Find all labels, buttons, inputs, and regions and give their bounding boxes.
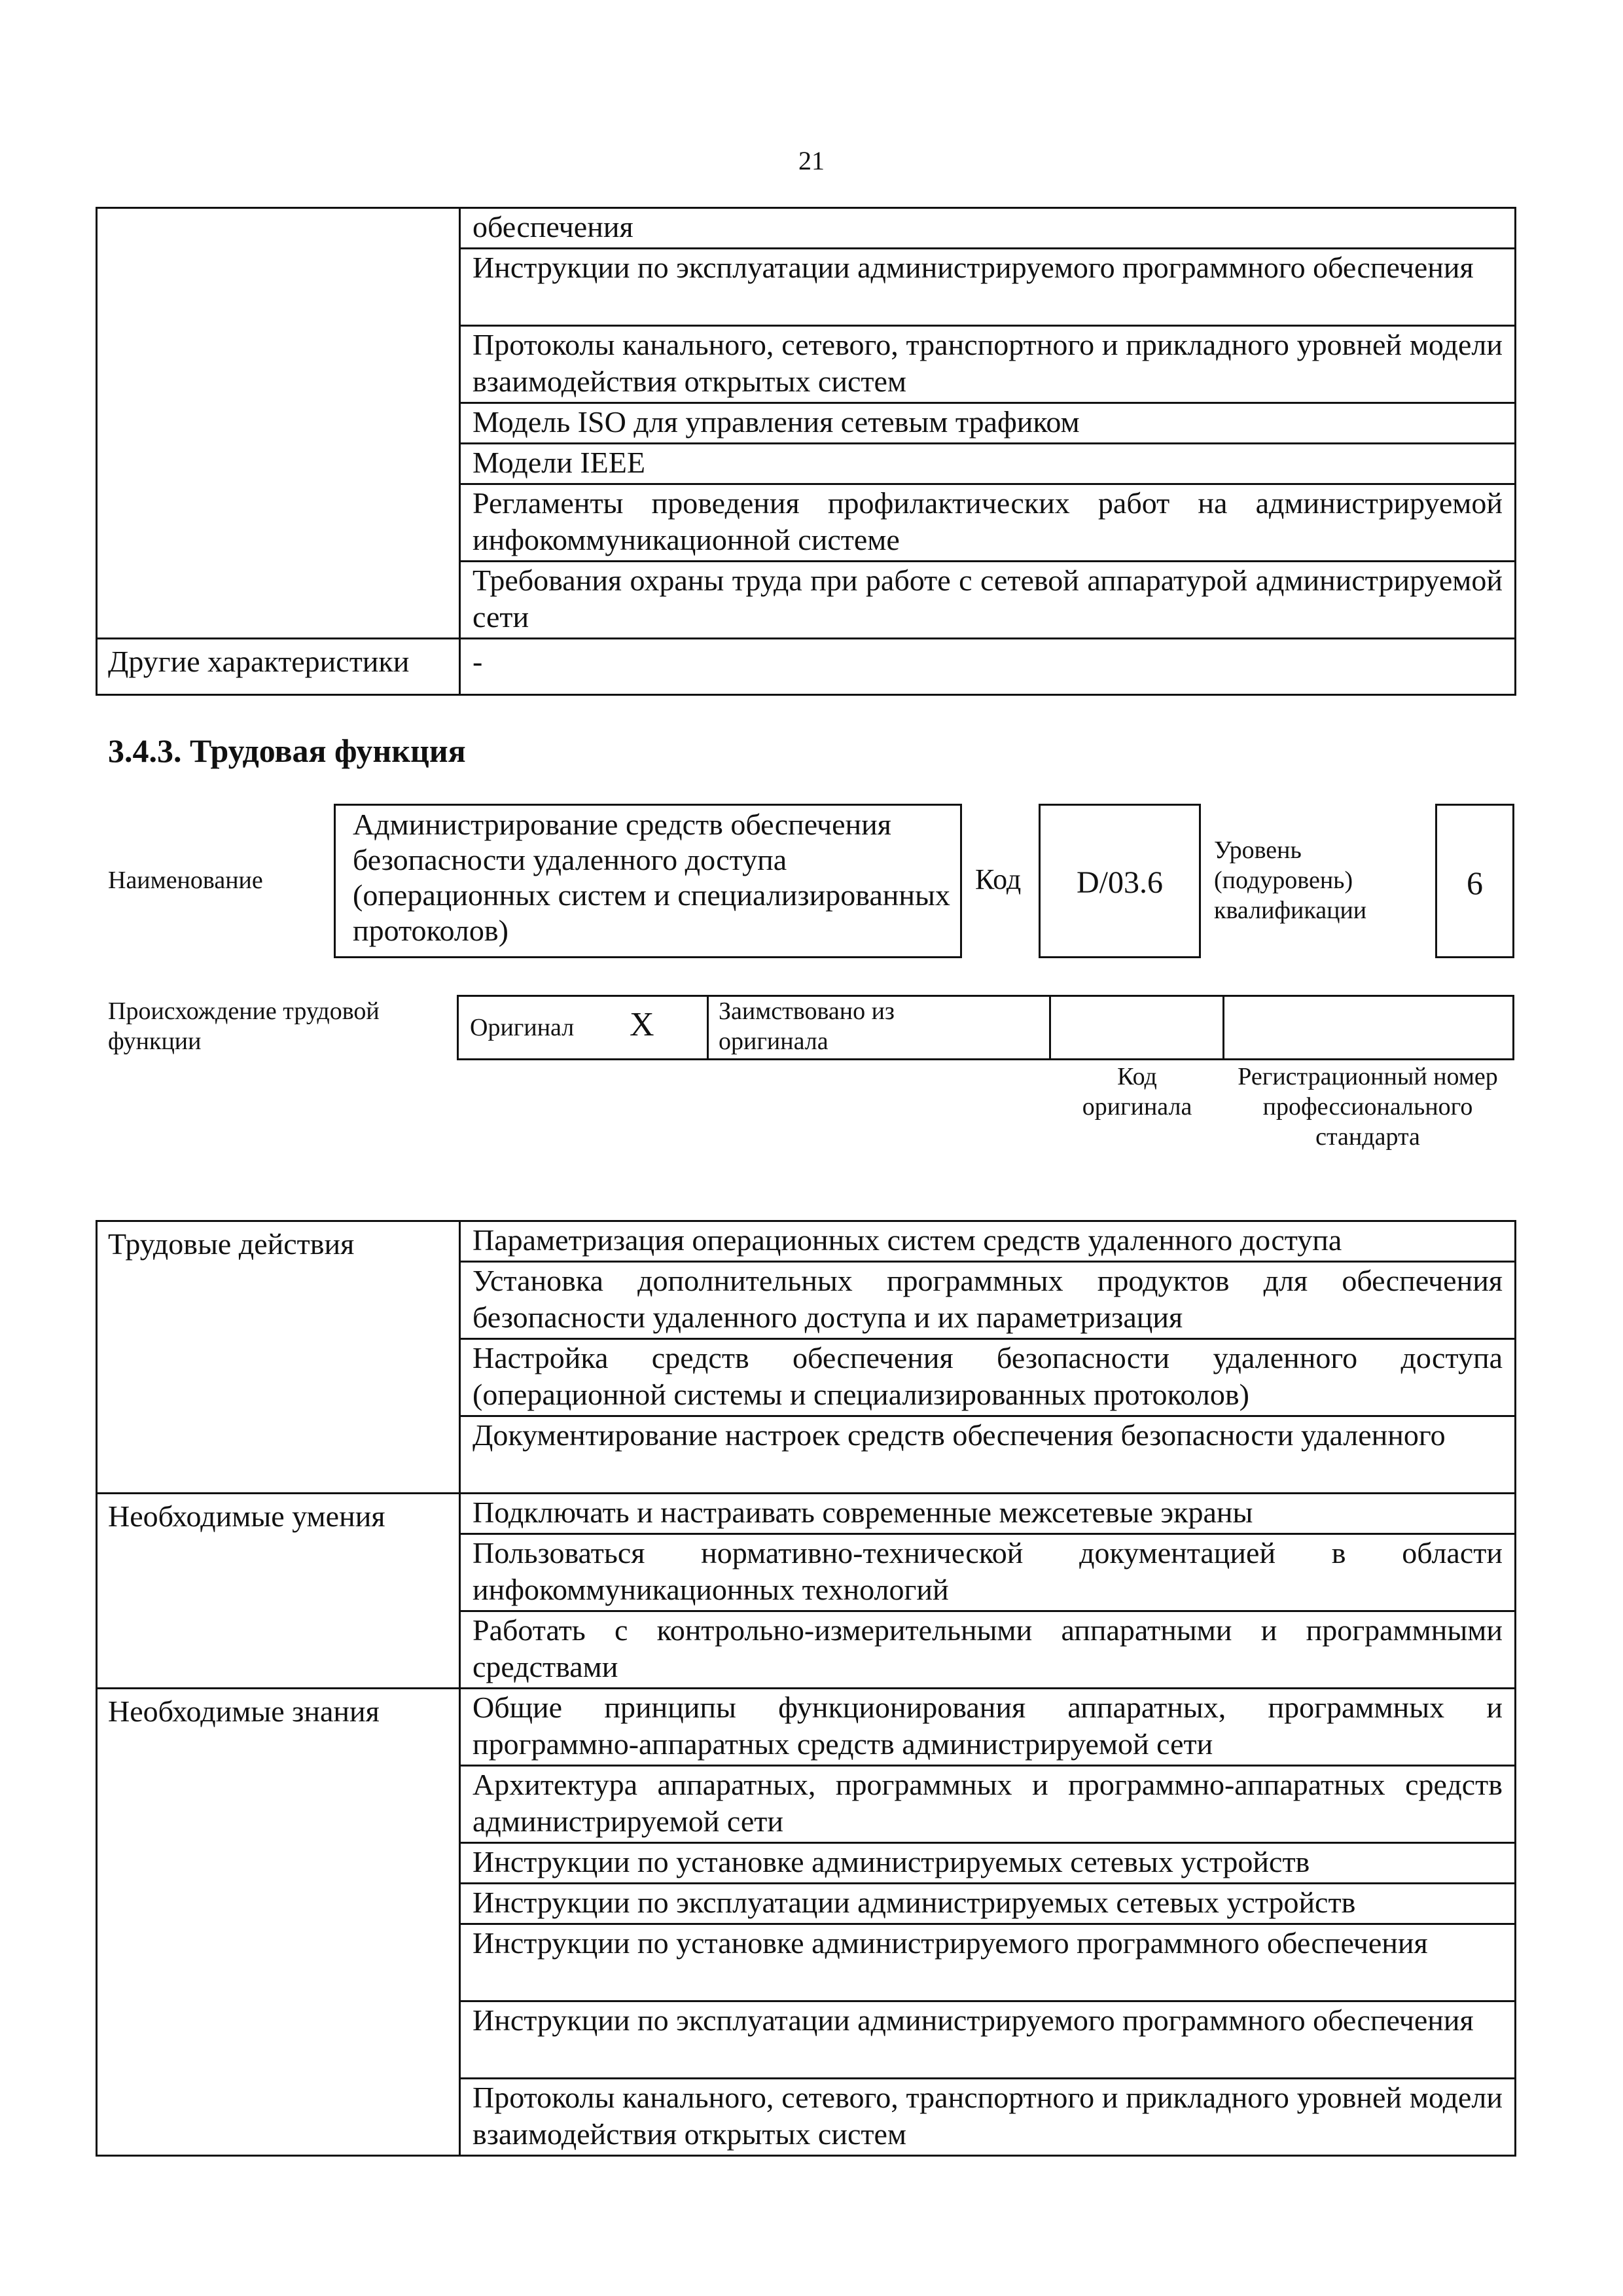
name-label: Наименование bbox=[108, 867, 263, 894]
top-table bbox=[96, 207, 1516, 696]
table-cell: Настройка средств обеспечения безопасности удаленного доступа (операционной системы и специализированных протоколов) bbox=[460, 1339, 1516, 1416]
table-cell: Работать с контрольно-измерительными аппаратными и программными средствами bbox=[460, 1611, 1516, 1689]
table-row bbox=[97, 1689, 1516, 1766]
table-cell: Регламенты проведения профилактических работ на администрируемой инфокоммуникационной системе bbox=[460, 484, 1516, 562]
table-cell: обеспечения bbox=[460, 208, 1516, 249]
page-number: 21 bbox=[798, 146, 825, 175]
table-cell: Параметризация операционных систем средств удаленного доступа bbox=[460, 1221, 1516, 1262]
name-value-box bbox=[334, 804, 962, 958]
qualification-level: 6 bbox=[1467, 865, 1483, 901]
table-cell: - bbox=[460, 639, 1516, 695]
table-cell: Архитектура аппаратных, программных и программно-аппаратных средств администрируемой сети bbox=[460, 1766, 1516, 1843]
table-cell: Инструкции по эксплуатации администрируемых сетевых устройств bbox=[460, 1884, 1516, 1924]
table-cell: Общие принципы функционирования аппаратных, программных и программно-аппаратных средств администрируемой сети bbox=[460, 1689, 1516, 1766]
code-original-caption: Код оригинала bbox=[1082, 1063, 1192, 1121]
table-row bbox=[97, 1221, 1516, 1262]
row-label-empty bbox=[97, 208, 460, 639]
table-cell: Протоколы канального, сетевого, транспортного и прикладного уровней модели взаимодействия открытых систем bbox=[460, 326, 1516, 403]
divider bbox=[707, 995, 709, 1060]
table-cell: Инструкции по эксплуатации администрируемого программного обеспечения bbox=[460, 2001, 1516, 2079]
section-title: 3.4.3. Трудовая функция bbox=[108, 732, 466, 769]
table-cell: Модели IEEE bbox=[460, 444, 1516, 484]
borrowed-label: Заимствовано из оригинала bbox=[719, 997, 895, 1055]
original-mark: X bbox=[630, 1006, 654, 1043]
group-label: Трудовые действия bbox=[97, 1221, 460, 1494]
group-label: Необходимые умения bbox=[97, 1494, 460, 1689]
table-cell: Инструкции по установке администрируемого программного обеспечения bbox=[460, 1924, 1516, 2001]
table-cell: Протоколы канального, сетевого, транспортного и прикладного уровней модели взаимодействия открытых систем bbox=[460, 2079, 1516, 2156]
level-label: Уровень (подуровень) квалификации bbox=[1214, 836, 1367, 924]
function-code: D/03.6 bbox=[1077, 865, 1163, 900]
origin-label: Происхождение трудовой функции bbox=[108, 997, 380, 1055]
function-name: Администрирование средств обеспечения безопасности удаленного доступа (операционных систем и специализированных протоколов) bbox=[353, 808, 950, 947]
main-table bbox=[96, 1220, 1516, 2157]
divider bbox=[1049, 995, 1051, 1060]
row-label: Другие характеристики bbox=[97, 639, 460, 695]
table-cell: Инструкции по эксплуатации администрируемого программного обеспечения bbox=[460, 249, 1516, 326]
table-cell: Документирование настроек средств обеспечения безопасности удаленного bbox=[460, 1416, 1516, 1494]
table-cell: Подключать и настраивать современные межсетевые экраны bbox=[460, 1494, 1516, 1534]
reg-number-caption: Регистрационный номер профессионального стандарта bbox=[1238, 1063, 1498, 1151]
table-cell: Пользоваться нормативно-технической документацией в области инфокоммуникационных технологий bbox=[460, 1534, 1516, 1611]
level-value-box bbox=[1435, 804, 1514, 958]
table-row bbox=[97, 208, 1516, 249]
table-cell: Инструкции по установке администрируемых сетевых устройств bbox=[460, 1843, 1516, 1884]
group-label: Необходимые знания bbox=[97, 1689, 460, 2156]
table-cell: Модель ISO для управления сетевым трафиком bbox=[460, 403, 1516, 444]
code-value-box bbox=[1039, 804, 1201, 958]
table-cell: Установка дополнительных программных продуктов для обеспечения безопасности удаленного доступа и их параметризация bbox=[460, 1262, 1516, 1339]
table-row bbox=[97, 1494, 1516, 1534]
original-label: Оригинал bbox=[470, 1014, 575, 1041]
table-cell: Требования охраны труда при работе с сетевой аппаратурой администрируемой сети bbox=[460, 562, 1516, 639]
divider bbox=[1222, 995, 1224, 1060]
table-row bbox=[97, 639, 1516, 695]
code-label: Код bbox=[975, 863, 1022, 895]
